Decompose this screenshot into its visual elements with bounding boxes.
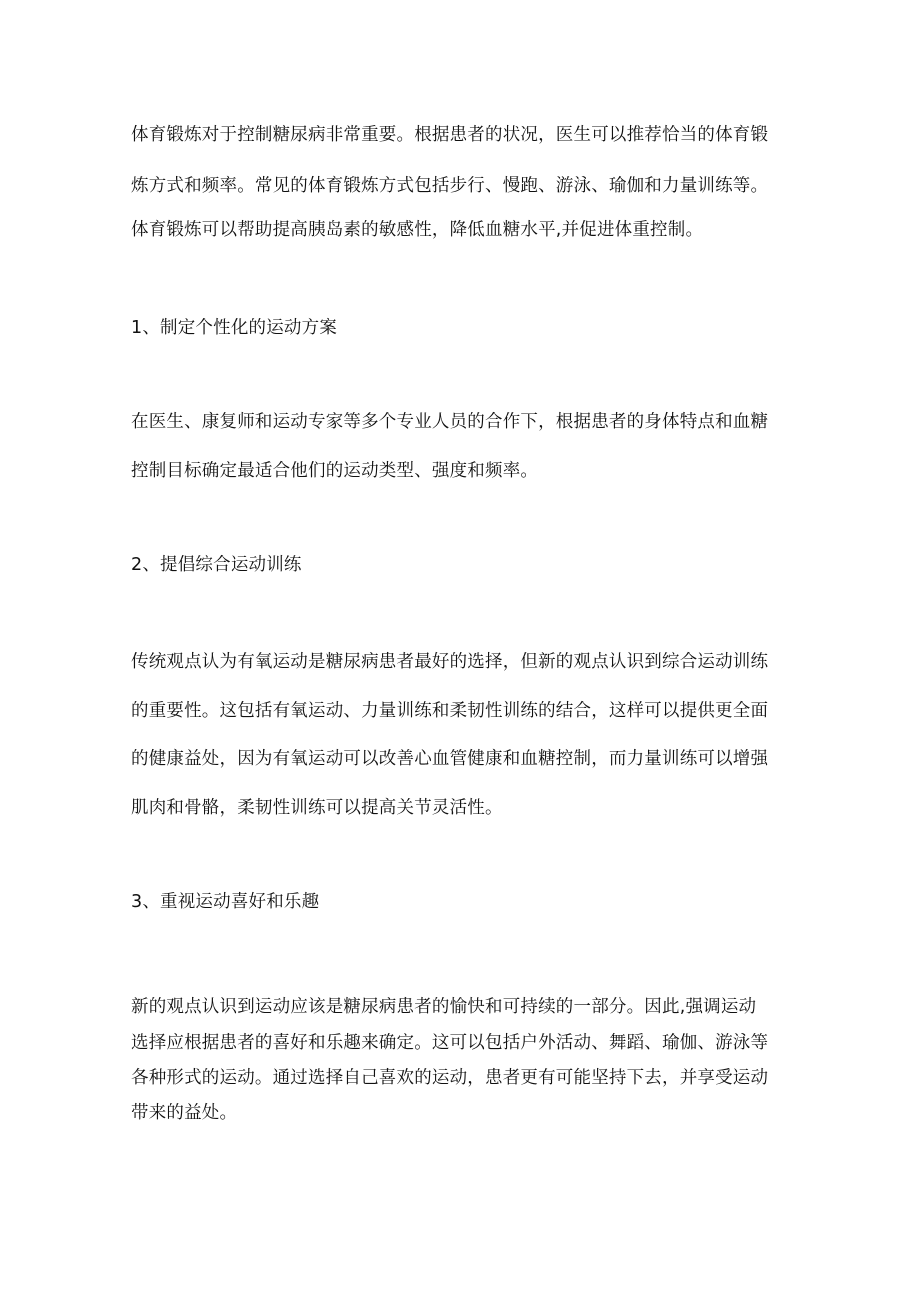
intro-line: 体育锻炼对于控制糖尿病非常重要。根据患者的状况，医生可以推荐恰当的体育锻 [131,125,769,145]
section-heading: 1、制定个性化的运动方案 [131,318,338,338]
section-line: 选择应根据患者的喜好和乐趣来确定。这可以包括户外活动、舞蹈、瑜伽、游泳等 [131,1033,769,1053]
section-heading: 2、提倡综合运动训练 [131,555,302,575]
section-line: 传统观点认为有氧运动是糖尿病患者最好的选择，但新的观点认识到综合运动训练 [131,652,769,672]
section-line: 各种形式的运动。通过选择自己喜欢的运动，患者更有可能坚持下去，并享受运动 [131,1068,769,1088]
section-line: 肌肉和骨骼，柔韧性训练可以提高关节灵活性。 [131,798,503,818]
section-line: 控制目标确定最适合他们的运动类型、强度和频率。 [131,461,539,481]
section-line: 的重要性。这包括有氧运动、力量训练和柔韧性训练的结合，这样可以提供更全面 [131,701,769,721]
section-line: 新的观点认识到运动应该是糖尿病患者的愉快和可持续的一部分。因此,强调运动 [131,997,757,1017]
section-line: 在医生、康复师和运动专家等多个专业人员的合作下，根据患者的身体特点和血糖 [131,412,769,432]
section-line: 带来的益处。 [131,1103,238,1123]
section-line: 的健康益处，因为有氧运动可以改善心血管健康和血糖控制，而力量训练可以增强 [131,749,769,769]
section-heading: 3、重视运动喜好和乐趣 [131,892,320,912]
intro-line: 炼方式和频率。常见的体育锻炼方式包括步行、慢跑、游泳、瑜伽和力量训练等。 [131,176,769,196]
intro-line: 体育锻炼可以帮助提高胰岛素的敏感性，降低血糖水平,并促进体重控制。 [131,220,704,240]
